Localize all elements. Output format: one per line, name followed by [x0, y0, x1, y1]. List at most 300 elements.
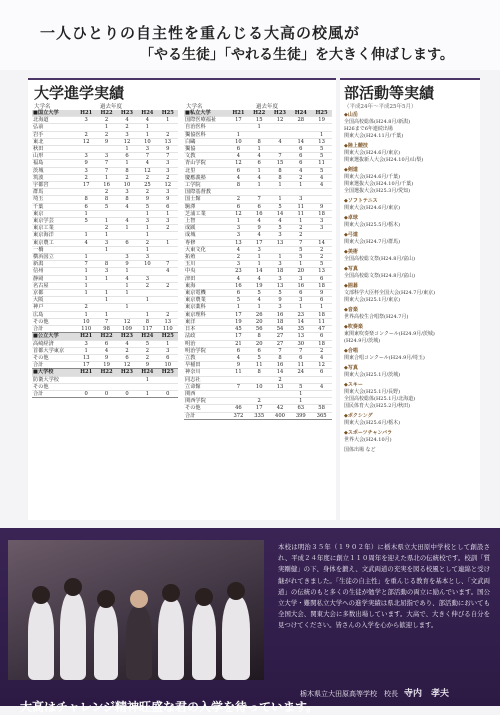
count-cell — [249, 189, 270, 196]
count-cell: 2 — [228, 254, 249, 261]
count-cell: 3 — [290, 297, 311, 304]
count-cell — [290, 131, 311, 138]
count-cell: 1 — [137, 311, 157, 318]
club-entry — [344, 382, 476, 410]
count-cell: 0 — [76, 390, 96, 397]
count-cell: 1 — [249, 182, 270, 189]
club-category: ◆陸上競技 — [344, 143, 368, 149]
headline-1: 一人ひとりの自主性を重んじる大高の校風が — [40, 24, 361, 42]
count-cell: 7 — [290, 239, 311, 246]
univ-name: 静岡 — [32, 275, 76, 282]
count-cell: 2 — [290, 174, 311, 181]
count-cell: 1 — [117, 225, 137, 232]
count-cell: 1 — [76, 282, 96, 289]
univ-name: 東京海洋 — [32, 232, 76, 239]
count-cell: 18 — [270, 268, 291, 275]
club-result: 全国高校総体(H24.8月/新潟) — [344, 119, 411, 125]
count-cell — [249, 376, 270, 383]
count-cell — [311, 196, 332, 203]
count-cell: 5 — [228, 297, 249, 304]
count-cell: 2 — [96, 131, 116, 138]
count-cell: 4 — [249, 153, 270, 160]
count-cell — [249, 131, 270, 138]
count-cell: 9 — [270, 297, 291, 304]
count-cell — [228, 124, 249, 131]
club-entry — [344, 307, 476, 321]
count-cell: 3 — [137, 146, 157, 153]
table-row — [184, 189, 332, 196]
count-cell: 9 — [96, 354, 116, 361]
table-row — [32, 153, 178, 160]
count-cell: 9 — [249, 225, 270, 232]
univ-name: 山形 — [32, 153, 76, 160]
count-cell: 1 — [311, 304, 332, 311]
count-cell: H25 — [311, 110, 332, 117]
count-cell: 3 — [137, 254, 157, 261]
count-cell: 1 — [96, 311, 116, 318]
count-cell: 3 — [270, 275, 291, 282]
table-row — [32, 232, 178, 239]
univ-name: 広島 — [32, 311, 76, 318]
count-cell: 3 — [158, 160, 178, 167]
count-cell: 20 — [249, 340, 270, 347]
univ-name: 東京工業 — [32, 225, 76, 232]
header — [0, 0, 500, 70]
count-cell: 6 — [311, 275, 332, 282]
count-cell: 8 — [249, 333, 270, 340]
count-cell: 1 — [290, 390, 311, 397]
count-cell: 3 — [270, 304, 291, 311]
count-cell: 9 — [76, 160, 96, 167]
count-cell: 13 — [270, 239, 291, 246]
count-cell: 1 — [96, 246, 116, 253]
count-cell: 1 — [249, 304, 270, 311]
count-cell: 0 — [158, 390, 178, 397]
count-cell: 4 — [76, 239, 96, 246]
club-result: 東関東吹奏楽コンクール(H24.9月/茨城) — [344, 331, 435, 337]
club-category: ◆スポーツチャンバラ — [344, 430, 393, 436]
count-cell — [117, 210, 137, 217]
table-row — [32, 218, 178, 225]
table-row — [184, 167, 332, 174]
univ-name: 慶應義塾 — [184, 174, 228, 181]
table-row — [32, 282, 178, 289]
count-cell: 18 — [311, 282, 332, 289]
count-cell: 54 — [270, 326, 291, 333]
count-cell: 9 — [311, 290, 332, 297]
count-cell: 12 — [76, 138, 96, 145]
count-cell: 2 — [158, 131, 178, 138]
univ-name: 合計 — [184, 412, 228, 419]
count-cell: 16 — [290, 282, 311, 289]
count-cell — [158, 232, 178, 239]
count-cell: 4 — [137, 117, 157, 124]
count-cell: 19 — [249, 282, 270, 289]
count-cell: H21 — [76, 369, 96, 376]
count-cell: 3 — [117, 189, 137, 196]
table-row — [32, 362, 178, 369]
count-cell: 4 — [96, 347, 116, 354]
univ-name: その他 — [32, 383, 76, 390]
count-cell: 5 — [311, 167, 332, 174]
count-cell: 26 — [249, 311, 270, 318]
club-entry — [344, 430, 476, 444]
table-row — [184, 225, 332, 232]
count-cell: 1 — [96, 297, 116, 304]
count-cell — [96, 282, 116, 289]
count-cell: 18 — [311, 340, 332, 347]
count-cell: 3 — [290, 196, 311, 203]
count-cell: 8 — [249, 369, 270, 376]
count-cell: 13 — [290, 333, 311, 340]
count-cell: 3 — [76, 117, 96, 124]
student-head — [64, 578, 82, 596]
count-cell: H21 — [228, 110, 249, 117]
count-cell: 5 — [311, 153, 332, 160]
club-result: (H24.9月/茨城) — [344, 338, 381, 344]
count-cell: 109 — [117, 326, 137, 333]
table-row — [184, 268, 332, 275]
univ-name: 東京学芸 — [32, 218, 76, 225]
club-result: 世界大会(H24.10月) — [344, 437, 392, 443]
club-result: 関東大会(H25.1月/長野) — [344, 389, 401, 395]
count-cell: 0 — [96, 390, 116, 397]
count-cell: 4 — [249, 297, 270, 304]
count-cell: 1 — [137, 376, 157, 383]
count-cell: 6 — [290, 160, 311, 167]
principal-head — [130, 590, 148, 608]
count-cell — [270, 189, 291, 196]
count-cell: 17 — [76, 182, 96, 189]
count-cell — [158, 124, 178, 131]
count-cell: 4 — [158, 268, 178, 275]
count-cell: 4 — [311, 182, 332, 189]
count-cell — [117, 376, 137, 383]
table-row — [32, 182, 178, 189]
count-cell: 1 — [290, 304, 311, 311]
table-row — [32, 146, 178, 153]
univ-name: 信州 — [32, 268, 76, 275]
count-cell: 6 — [158, 203, 178, 210]
univ-name: 東京電機 — [184, 290, 228, 297]
club-category: ◆写真 — [344, 365, 358, 371]
count-cell: 1 — [96, 290, 116, 297]
count-cell: 18 — [270, 318, 291, 325]
univ-name: 津田 — [184, 275, 228, 282]
count-cell: 8 — [76, 196, 96, 203]
count-cell: 19 — [311, 117, 332, 124]
count-cell: 9 — [96, 138, 116, 145]
count-cell — [137, 304, 157, 311]
count-cell: H22 — [96, 369, 116, 376]
count-cell: 2 — [137, 282, 157, 289]
table-row — [32, 196, 178, 203]
count-cell: 16 — [270, 362, 291, 369]
count-cell: 2 — [158, 282, 178, 289]
count-cell: 23 — [228, 268, 249, 275]
count-cell: 1 — [270, 196, 291, 203]
principal-figure — [126, 606, 152, 680]
count-cell: 1 — [137, 210, 157, 217]
univ-name: 茨城 — [32, 167, 76, 174]
admissions-panel — [28, 78, 336, 520]
count-cell: 12 — [137, 167, 157, 174]
count-cell: 5 — [137, 203, 157, 210]
count-cell: 3 — [76, 340, 96, 347]
count-cell — [228, 390, 249, 397]
count-cell — [96, 254, 116, 261]
table-row — [32, 354, 178, 361]
student-figure — [60, 592, 86, 680]
count-cell: 14 — [290, 138, 311, 145]
table-row — [32, 117, 178, 124]
count-cell: 3 — [76, 167, 96, 174]
count-cell: 8 — [96, 261, 116, 268]
club-category: ◆吹奏楽 — [344, 324, 363, 330]
count-cell — [117, 383, 137, 390]
count-cell: 9 — [158, 196, 178, 203]
count-cell: 5 — [290, 383, 311, 390]
club-result: 国体出場 など — [344, 447, 376, 453]
count-cell: 6 — [228, 290, 249, 297]
count-cell: 2 — [76, 174, 96, 181]
count-cell: 9 — [311, 203, 332, 210]
count-cell: 6 — [228, 347, 249, 354]
count-cell: 11 — [290, 203, 311, 210]
count-cell: 3 — [96, 268, 116, 275]
count-cell: 10 — [158, 362, 178, 369]
univ-name: 京都 — [32, 290, 76, 297]
count-cell: 7 — [290, 347, 311, 354]
univ-name: 青山学院 — [184, 160, 228, 167]
univ-name: 明治学院 — [184, 347, 228, 354]
table-row — [184, 383, 332, 390]
univ-name: ■私立大学 — [184, 110, 228, 117]
count-cell: 47 — [311, 326, 332, 333]
count-cell: H22 — [96, 110, 116, 117]
club-entry — [344, 232, 476, 246]
univ-name: 合計 — [32, 390, 76, 397]
count-cell: 12 — [311, 362, 332, 369]
count-cell: 23 — [290, 311, 311, 318]
table-row — [184, 354, 332, 361]
count-cell — [137, 383, 157, 390]
count-cell: 27 — [270, 333, 291, 340]
count-cell: 9 — [137, 196, 157, 203]
count-cell: 3 — [76, 153, 96, 160]
univ-name: 大阪 — [32, 297, 76, 304]
univ-name: 一橋 — [32, 246, 76, 253]
univ-name: 首都大学東京 — [32, 347, 76, 354]
count-cell: 11 — [228, 369, 249, 376]
count-cell: 6 — [290, 146, 311, 153]
count-cell — [270, 246, 291, 253]
table-row — [32, 110, 178, 117]
count-cell: 4 — [228, 174, 249, 181]
club-result: 全国選抜大会(H25.3月/愛知) — [344, 188, 411, 194]
table-row — [32, 131, 178, 138]
club-result: 関東大会(H25.1月/東京) — [344, 297, 401, 303]
count-cell: 1 — [76, 347, 96, 354]
univ-name: 新潟 — [32, 261, 76, 268]
table-row — [32, 383, 178, 390]
table-row — [184, 218, 332, 225]
count-cell: H21 — [76, 333, 96, 340]
col-label-left: 大学名 — [34, 104, 51, 110]
club-entry — [344, 365, 476, 379]
table-row — [184, 333, 332, 340]
student-head — [227, 582, 245, 600]
count-cell: 14 — [249, 268, 270, 275]
univ-name: ■大学校 — [32, 369, 76, 376]
table-row — [184, 297, 332, 304]
count-cell: 18 — [311, 311, 332, 318]
count-cell: 1 — [76, 275, 96, 282]
headline-2: 「やる生徒」「やれる生徒」を大きく伸ばします。 — [140, 47, 454, 63]
count-cell: 5 — [311, 146, 332, 153]
count-cell: 12 — [117, 362, 137, 369]
count-cell — [76, 383, 96, 390]
table-row — [184, 282, 332, 289]
student-figure — [192, 602, 216, 680]
club-category: ◆写真 — [344, 266, 358, 272]
count-cell: 110 — [158, 326, 178, 333]
count-cell — [96, 376, 116, 383]
count-cell — [117, 297, 137, 304]
univ-name: 合計 — [32, 362, 76, 369]
count-cell: 2 — [311, 254, 332, 261]
count-cell: 3 — [270, 261, 291, 268]
count-cell: 19 — [228, 318, 249, 325]
club-entry — [344, 283, 476, 304]
count-cell: 10 — [249, 383, 270, 390]
count-cell: 5 — [76, 218, 96, 225]
count-cell: 2 — [76, 131, 96, 138]
univ-name: 合計 — [32, 326, 76, 333]
univ-name: 北海道 — [32, 117, 76, 124]
count-cell: 6 — [117, 153, 137, 160]
univ-name: 獨協 — [184, 146, 228, 153]
count-cell: 46 — [228, 405, 249, 412]
count-cell: 14 — [290, 318, 311, 325]
count-cell: 1 — [137, 232, 157, 239]
count-cell: 1 — [158, 210, 178, 217]
count-cell: 8 — [270, 174, 291, 181]
count-cell: 7 — [76, 261, 96, 268]
club-result: H26まで6年連続出場 — [344, 126, 393, 132]
club-result: 世界高校生合唱祭(H24.7月) — [344, 314, 409, 320]
count-cell: 3 — [249, 246, 270, 253]
count-cell: 42 — [270, 405, 291, 412]
count-cell: 4 — [249, 174, 270, 181]
table-row — [32, 311, 178, 318]
count-cell: 1 — [117, 146, 137, 153]
univ-name: その他 — [32, 318, 76, 325]
univ-name: 群馬 — [32, 189, 76, 196]
univ-name: 防衛大学校 — [32, 376, 76, 383]
group-photo — [8, 540, 264, 680]
table-row — [32, 333, 178, 340]
count-cell: 12 — [117, 138, 137, 145]
count-cell: 2 — [137, 174, 157, 181]
count-cell — [311, 232, 332, 239]
count-cell: 1 — [96, 275, 116, 282]
count-cell: 8 — [270, 167, 291, 174]
count-cell: 6 — [311, 369, 332, 376]
table-row — [184, 153, 332, 160]
club-result: 全国高校総文祭(H24.8月/富山) — [344, 273, 416, 279]
univ-name: 早稲田 — [184, 362, 228, 369]
count-cell: 17 — [76, 362, 96, 369]
club-category: ◆ボクシング — [344, 413, 373, 419]
table-row — [184, 362, 332, 369]
univ-name: 筑波 — [32, 174, 76, 181]
count-cell: 7 — [96, 160, 116, 167]
count-cell: 2 — [137, 354, 157, 361]
table-row — [32, 340, 178, 347]
count-cell — [76, 124, 96, 131]
club-entry — [344, 348, 476, 362]
count-cell: 2 — [228, 196, 249, 203]
count-cell: 27 — [270, 340, 291, 347]
count-cell: 1 — [117, 268, 137, 275]
club-entry — [344, 167, 476, 195]
club-category: ◆弓道 — [344, 232, 358, 238]
count-cell: 1 — [96, 174, 116, 181]
count-cell: 6 — [117, 354, 137, 361]
count-cell: 1 — [158, 117, 178, 124]
club-entry — [344, 249, 476, 263]
club-category: ◆ソフトテニス — [344, 198, 378, 204]
club-result: 関東大会(H25.5月/栃木) — [344, 222, 401, 228]
count-cell: 1 — [290, 218, 311, 225]
student-figure — [158, 598, 184, 680]
table-row — [32, 297, 178, 304]
count-cell: 11 — [311, 318, 332, 325]
count-cell: 1 — [158, 239, 178, 246]
count-cell: 5 — [137, 340, 157, 347]
count-cell: 7 — [158, 261, 178, 268]
table-row — [184, 246, 332, 253]
count-cell: 4 — [228, 275, 249, 282]
count-cell: 5 — [96, 203, 116, 210]
table-row — [184, 254, 332, 261]
count-cell: 17 — [249, 405, 270, 412]
count-cell: 30 — [290, 340, 311, 347]
univ-name: その他 — [32, 354, 76, 361]
count-cell — [290, 376, 311, 383]
table-row — [32, 138, 178, 145]
student-figure — [28, 600, 54, 680]
count-cell: 11 — [311, 160, 332, 167]
count-cell: 63 — [290, 405, 311, 412]
club-category: ◆囲碁 — [344, 283, 358, 289]
count-cell: 3 — [228, 261, 249, 268]
univ-name: 同志社 — [184, 376, 228, 383]
count-cell: 20 — [249, 318, 270, 325]
count-cell — [228, 189, 249, 196]
count-cell: 5 — [290, 254, 311, 261]
table-row — [184, 146, 332, 153]
count-cell: 14 — [270, 210, 291, 217]
count-cell: 35 — [290, 326, 311, 333]
count-cell: 8 — [137, 318, 157, 325]
count-cell: 2 — [270, 376, 291, 383]
count-cell: 11 — [290, 210, 311, 217]
club-category: ◆合唱 — [344, 348, 358, 354]
count-cell: 4 — [117, 340, 137, 347]
count-cell: 372 — [228, 412, 249, 419]
